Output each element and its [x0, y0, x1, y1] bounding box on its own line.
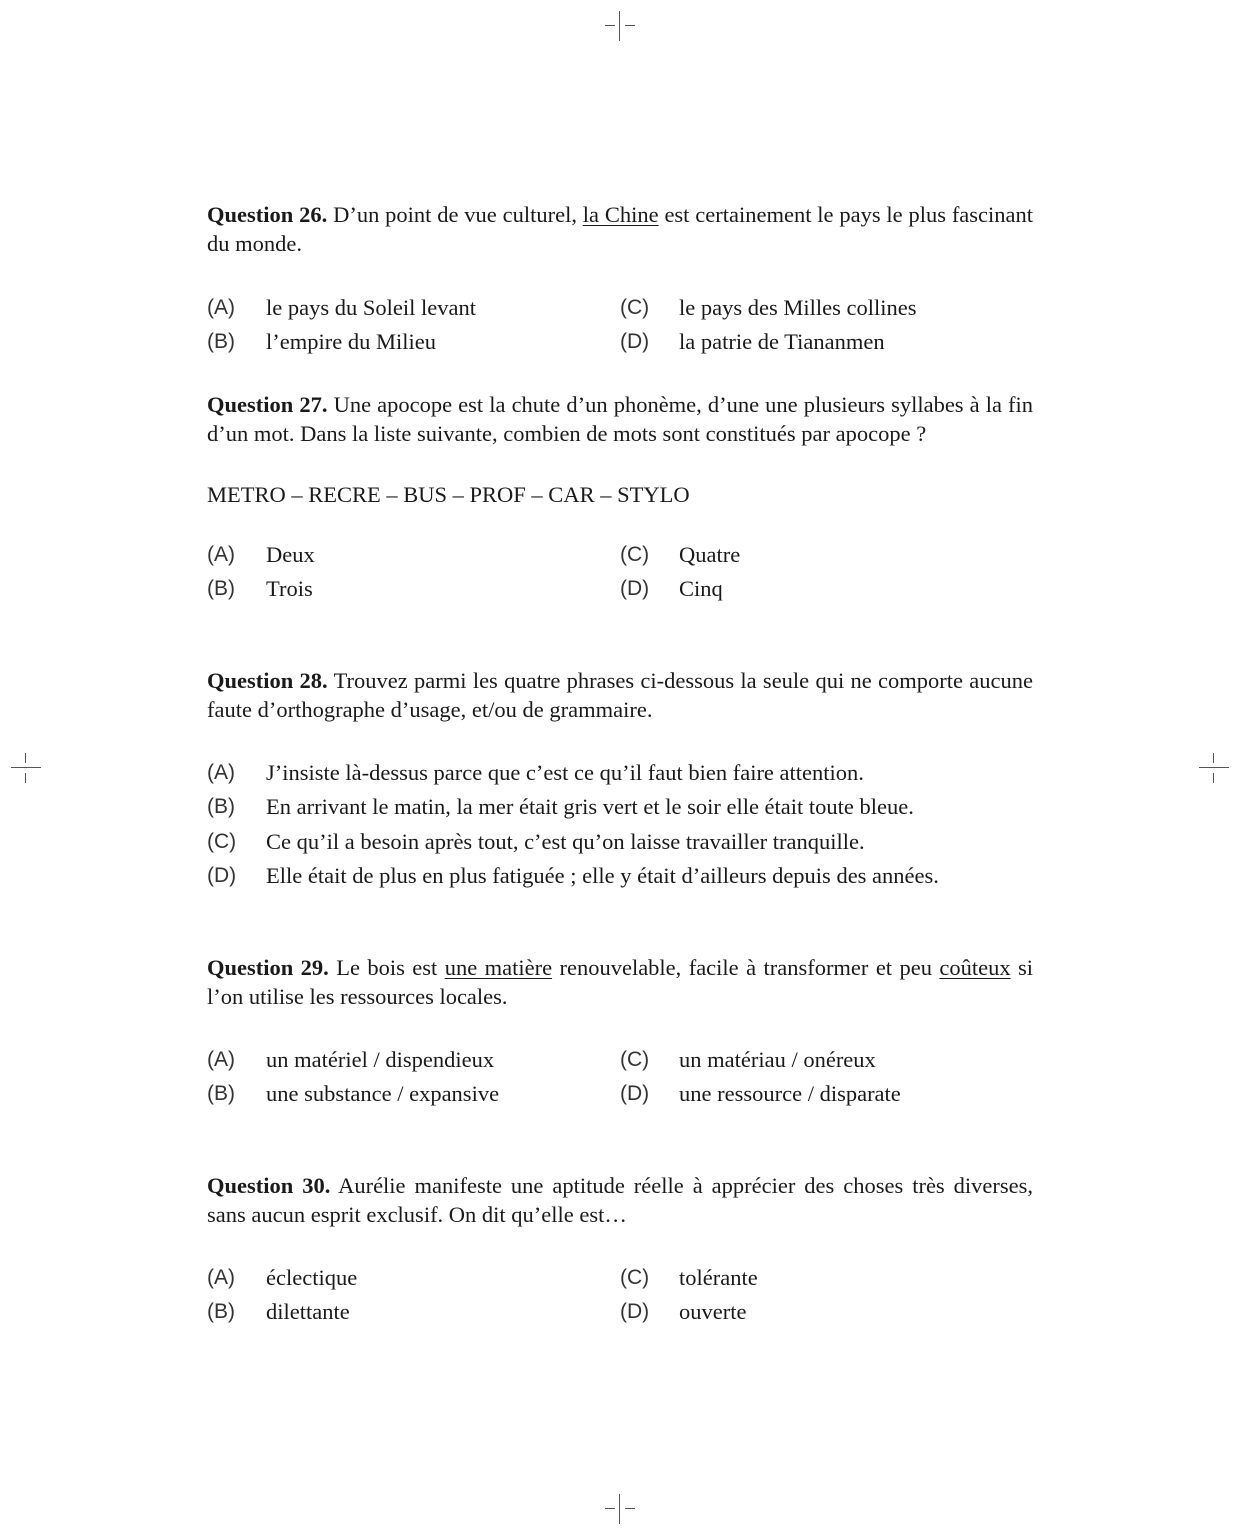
- question-28-text: Question 28. Trouvez parmi les quatre phrases ci-dessous la seule qui ne comporte aucune faute d’orthographe d’usage, et/ou de grammaire.: [207, 668, 1033, 722]
- crop-mark-top: [605, 11, 635, 41]
- question-29-text: Question 29. Le bois est une matière renouvelable, facile à transformer et peu coûteux si l’on utilise les ressources locales.: [207, 955, 1034, 1009]
- question-number: Question 30.: [207, 1173, 331, 1198]
- crop-mark-bottom: [605, 1494, 635, 1524]
- question-30: Question 30. Aurélie manifeste une aptitude réelle à apprécier des choses très diverses, sans aucun esprit exclusif. On dit qu’elle est… (A) éclectique (B) dilettante (C) tolérante (D) ouverte: [207, 1173, 1033, 1324]
- question-27-text: Question 27. Une apocope est la chute d’un phonème, d’une une plusieurs syllabes à la fin d’un mot. Dans la liste suivante, combien de mots sont constitués par apocope ?: [207, 392, 1034, 446]
- question-number: Question 28.: [207, 668, 328, 693]
- crop-mark-right: [1199, 753, 1229, 783]
- word-list: METRO – RECRE – BUS – PROF – CAR – STYLO: [207, 482, 690, 507]
- underlined-term: la Chine: [582, 202, 659, 227]
- question-27: Question 27. Une apocope est la chute d’un phonème, d’une une plusieurs syllabes à la fin d’un mot. Dans la liste suivante, combien de mots sont constitués par apocope ? METRO – RECRE – BUS – PROF – CAR – STYLO (A) Deux (B) Trois (C) Quatre (D) Cinq: [207, 392, 1034, 601]
- underlined-term: coûteux: [939, 955, 1011, 980]
- underlined-term: une matière: [444, 955, 553, 980]
- crop-mark-left: [11, 753, 41, 783]
- question-26: Question 26. D’un point de vue culturel, la Chine est certainement le pays le plus fascinant du monde. (A) le pays du Soleil levant (B) l’empire du Milieu (C) le pays des Milles collines (D) la patrie de Tiananmen: [207, 202, 1034, 354]
- question-number: Question 29.: [207, 955, 329, 980]
- question-number: Question 26.: [207, 202, 328, 227]
- question-28: Question 28. Trouvez parmi les quatre phrases ci-dessous la seule qui ne comporte aucune faute d’orthographe d’usage, et/ou de grammaire. (A) J’insiste là-dessus parce que c’est ce qu’il faut bien faire attention. (B) En arrivant le matin, la mer était gris vert et le soir elle était toute bleue. (C) Ce qu’il a besoin après tout, c’est qu’on laisse travailler tranquille. (D) Elle était de plus en plus fatiguée ; elle y était d’ailleurs depuis des années.: [207, 668, 1033, 888]
- question-30-text: Question 30. Aurélie manifeste une aptitude réelle à apprécier des choses très diverses, sans aucun esprit exclusif. On dit qu’elle est…: [207, 1173, 1033, 1227]
- question-29: Question 29. Le bois est une matière renouvelable, facile à transformer et peu coûteux si l’on utilise les ressources locales. (A) un matériel / dispendieux (B) une substance / expansive (C) un matériau / onéreux (D) une ressource / disparate: [207, 955, 1034, 1106]
- question-number: Question 27.: [207, 392, 328, 417]
- question-26-text: Question 26. D’un point de vue culturel, la Chine est certainement le pays le plus fascinant du monde.: [207, 202, 1034, 256]
